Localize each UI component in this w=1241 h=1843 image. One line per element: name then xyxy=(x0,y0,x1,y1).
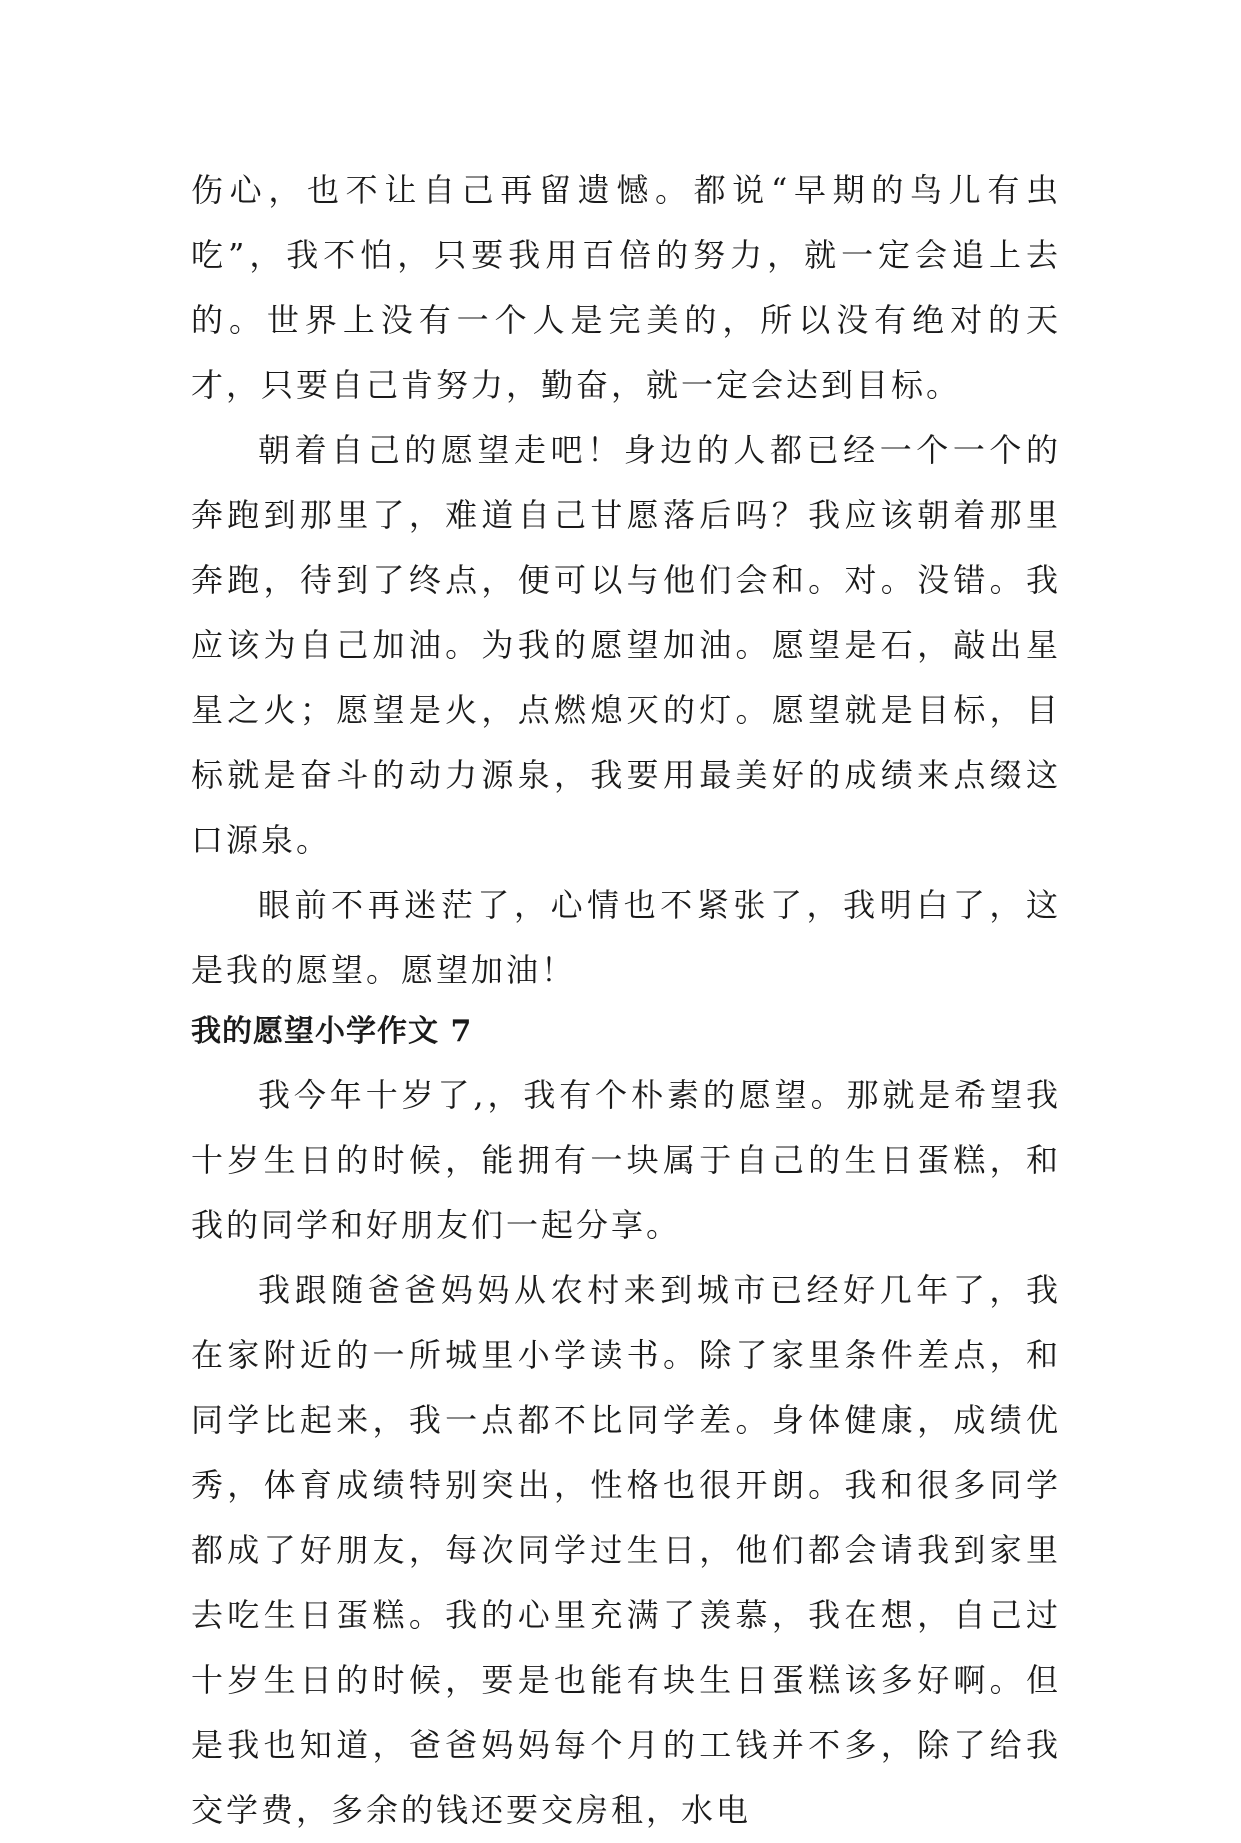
paragraph: 眼前不再迷茫了，心情也不紧张了，我明白了，这是我的愿望。愿望加油！ xyxy=(191,886,1061,989)
paragraph-continued: 伤心，也不让自己再留遗憾。都说“早期的鸟儿有虫吃”，我不怕，只要我用百倍的努力，就一定会追上去的。世界上没有一个人是完美的，所以没有绝对的天才，只要自己肯努力，勤奋，就一定会达到目标。 xyxy=(191,171,1061,404)
section-title: 我的愿望小学作文 7 xyxy=(191,1014,473,1049)
paragraph: 我今年十岁了,，我有个朴素的愿望。那就是希望我十岁生日的时候，能拥有一块属于自己的生日蛋糕，和我的同学和好朋友们一起分享。 xyxy=(191,1076,1061,1244)
paragraph: 朝着自己的愿望走吧！身边的人都已经一个一个的奔跑到那里了，难道自己甘愿落后吗？我应该朝着那里奔跑，待到了终点，便可以与他们会和。对。没错。我应该为自己加油。为我的愿望加油。愿望是石，敲出星星之火；愿望是火，点燃熄灭的灯。愿望就是目标，目标就是奋斗的动力源泉，我要用最美好的成绩来点缀这口源泉。 xyxy=(191,431,1061,859)
paragraph: 我跟随爸爸妈妈从农村来到城市已经好几年了，我在家附近的一所城里小学读书。除了家里条件差点，和同学比起来，我一点都不比同学差。身体健康，成绩优秀，体育成绩特别突出，性格也很开朗。我和很多同学都成了好朋友，每次同学过生日，他们都会请我到家里去吃生日蛋糕。我的心里充满了羡慕，我在想，自己过十岁生日的时候，要是也能有块生日蛋糕该多好啊。但是我也知道，爸爸妈妈每个月的工钱并不多，除了给我交学费，多余的钱还要交房租，水电 xyxy=(191,1271,1061,1829)
document-body xyxy=(191,158,1061,1843)
